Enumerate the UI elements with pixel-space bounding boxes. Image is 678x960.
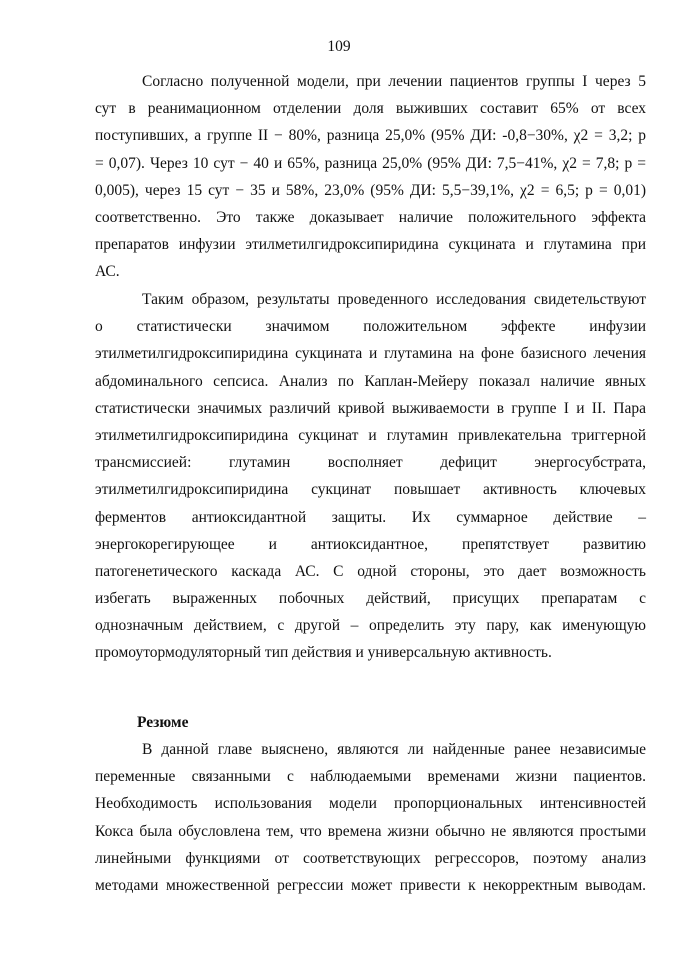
- text-line: Согласно полученной модели, при лечении пациентов группы I через 5: [142, 73, 646, 90]
- text-line: этилметилгидроксипиридина сукцината и глутамина на фоне базисного лечения: [95, 345, 646, 363]
- text-line: избегать выраженных побочных действий, присущих препаратам с: [95, 590, 646, 608]
- text-line: патогенетического каскада АС. С одной стороны, это дает возможность: [95, 562, 646, 580]
- text-line: Кокса была обусловлена тем, что времена жизни обычно не являются простыми: [95, 822, 646, 840]
- text-line: переменные связанными с наблюдаемыми временами жизни пациентов.: [95, 768, 646, 786]
- text-line: энергокорегирующее и антиоксидантное, препятствует развитию: [95, 535, 646, 553]
- section-heading: Резюме: [137, 714, 189, 731]
- page-number: 109: [327, 38, 351, 55]
- text-line: трансмиссией: глутамин восполняет дефицит энергосубстрата,: [95, 454, 646, 472]
- text-line: статистически значимых различий кривой выживаемости в группе I и II. Пара: [95, 399, 646, 417]
- text-line: = 0,07). Через 10 сут − 40 и 65%, разница 25,0% (95% ДИ: 7,5−41%, χ2 = 7,8; p =: [95, 154, 646, 172]
- text-line: сут в реанимационном отделении доля выживших составит 65% от всех: [95, 100, 646, 118]
- text-line: однозначным действием, с другой – определить эту пару, как именующую: [95, 617, 646, 635]
- text-line: Необходимость использования модели пропорциональных интенсивностей: [95, 795, 646, 813]
- text-line: препаратов инфузии этилметилгидроксипиридина сукцината и глутамина при: [95, 236, 646, 254]
- text-line: Таким образом, результаты проведенного исследования свидетельствуют: [142, 291, 646, 308]
- paragraph-conclusion: [95, 286, 646, 667]
- text-line: этилметилгидроксипиридина сукцинат повышает активность ключевых: [95, 481, 646, 499]
- text-line: В данной главе выяснено, являются ли найденные ранее независимые: [142, 741, 646, 758]
- text-line: абдоминального сепсиса. Анализ по Каплан-Мейеру показал наличие явных: [95, 372, 646, 390]
- paragraph-model-results: [95, 68, 646, 286]
- text-line: линейными функциями от соответствующих регрессоров, поэтому анализ: [95, 849, 646, 867]
- text-line: 0,005), через 15 сут − 35 и 58%, 23,0% (95% ДИ: 5,5−39,1%, χ2 = 6,5; p = 0,01): [95, 181, 646, 199]
- text-line: промоутормодуляторный тип действия и универсальную активность.: [95, 644, 552, 662]
- text-line: ферментов антиоксидантной защиты. Их суммарное действие –: [95, 508, 646, 526]
- text-line: соответственно. Это также доказывает наличие положительного эффекта: [95, 208, 646, 226]
- text-line: поступивших, а группе II − 80%, разница 25,0% (95% ДИ: -0,8−30%, χ2 = 3,2; p: [95, 127, 646, 145]
- paragraph-summary: [95, 736, 646, 899]
- text-line: этилметилгидроксипиридина сукцинат и глутамин привлекательна триггерной: [95, 426, 646, 444]
- text-line: о статистически значимом положительном эффекте инфузии: [95, 318, 646, 336]
- text-line: методами множественной регрессии может привести к некорректным выводам.: [95, 876, 646, 894]
- text-line: АС.: [95, 263, 120, 281]
